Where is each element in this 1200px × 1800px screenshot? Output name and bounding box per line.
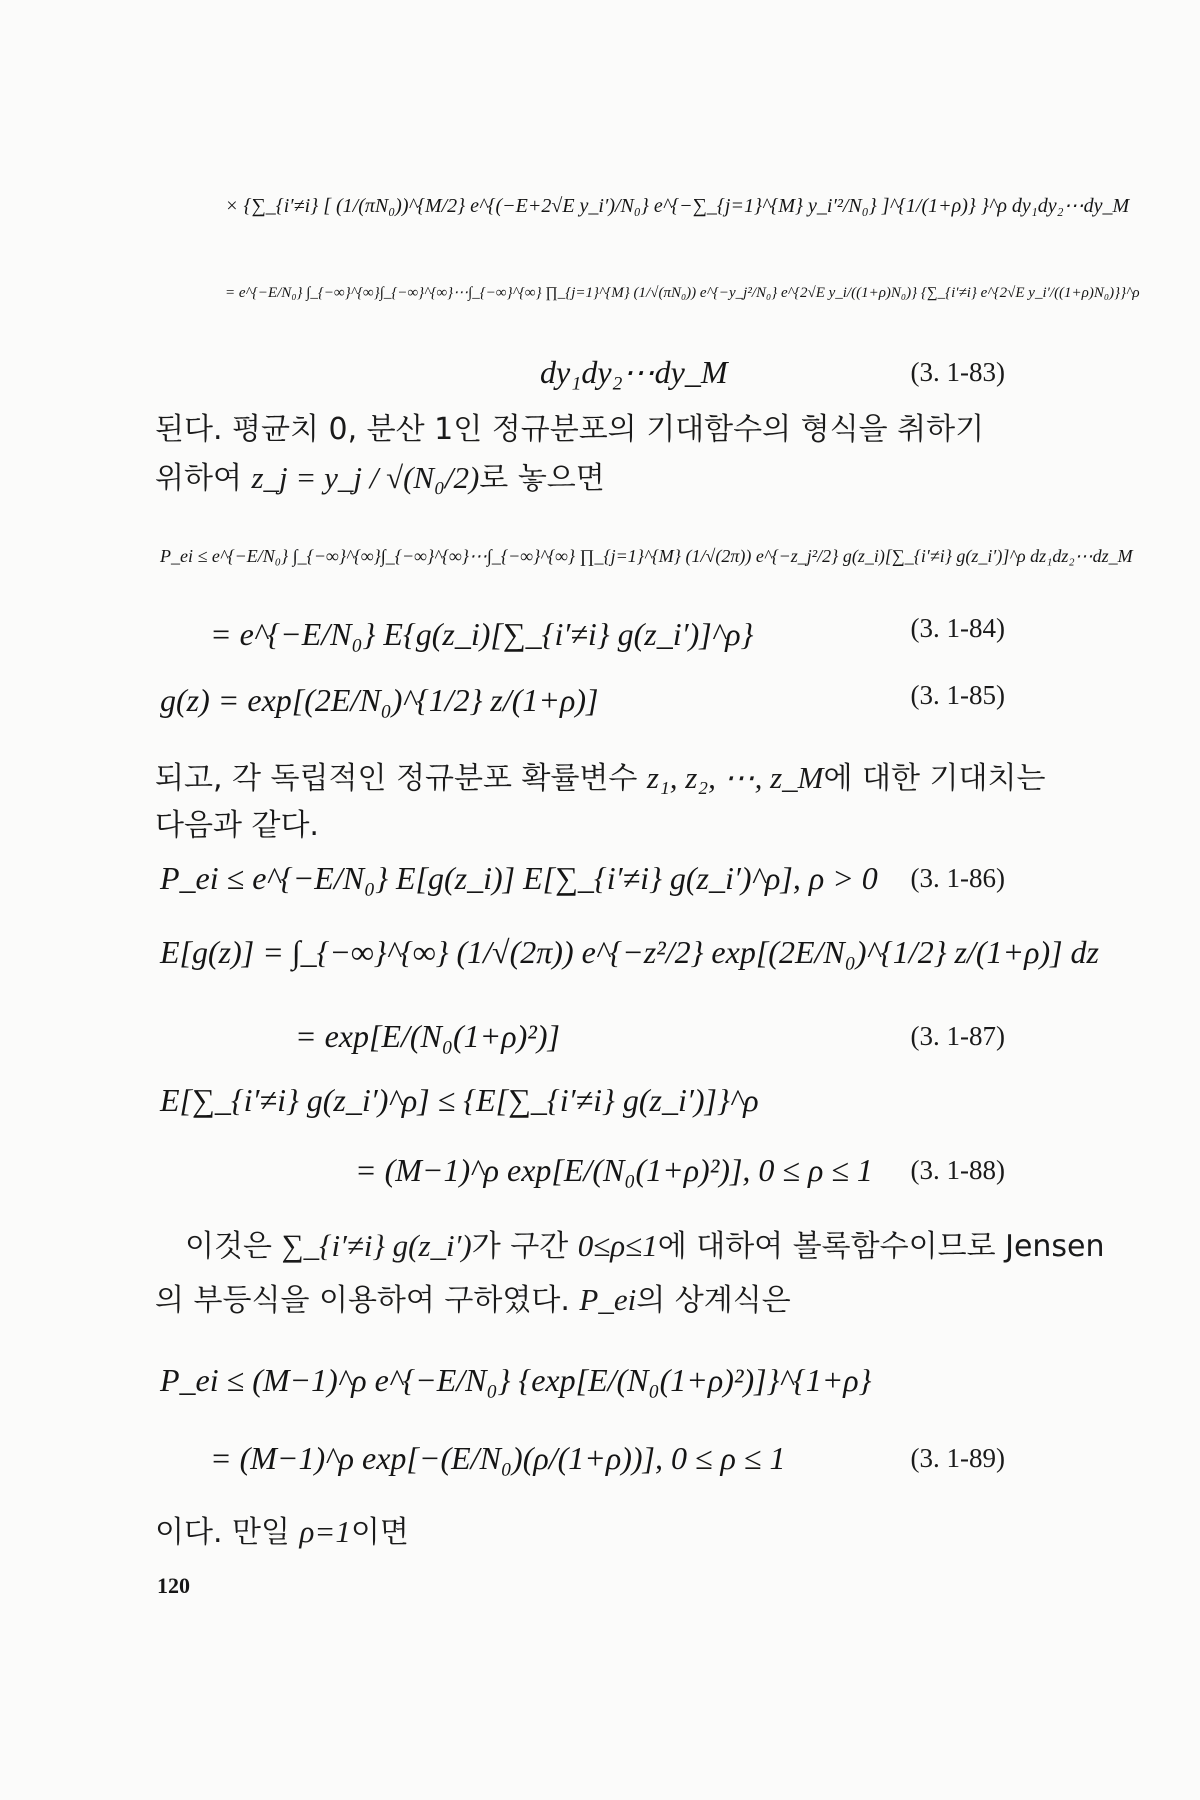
equation-3-1-87-line-2: = exp[E/(N₀(1+ρ)²)] [295,1018,560,1054]
paragraph-3-line-2 [155,1280,1025,1321]
paragraph-3-text-2: 가 구간 [471,1229,578,1264]
equation-3-1-87-line-1: E[g(z)] = ∫_{−∞}^{∞} (1/√(2π)) e^{−z²/2} exp[(2E/N₀)^{1/2} z/(1+ρ)] dz [160,934,1099,970]
paragraph-1-text-end: 로 놓으면 [479,461,605,496]
random-variables: z₁, z₂, ⋯, z_M [646,760,824,795]
paragraph-3-text-3: 에 대하여 볼록함수이므로 Jensen [657,1229,1105,1264]
paragraph-4 [155,1512,1025,1553]
paragraph-4-text: 이다. 만일 [155,1515,300,1550]
equation-3-1-89-line-2: = (M−1)^ρ exp[−(E/N₀)(ρ/(1+ρ))], 0 ≤ ρ ≤ 1 [210,1440,786,1476]
sum-expression: ∑_{i′≠i} g(z_i′) [281,1228,472,1263]
equation-number-3-1-85: (3. 1-85) [910,680,1005,710]
rho-condition: ρ=1 [299,1514,351,1549]
equation-number-3-1-83: (3. 1-83) [910,357,1005,387]
equation-number-3-1-88: (3. 1-88) [910,1155,1005,1185]
equation-3-1-86: P_ei ≤ e^{−E/N₀} E[g(z_i)] E[∑_{i′≠i} g(z_i′)^ρ], ρ > 0 [160,860,878,896]
page-number: 120 [157,1573,190,1598]
paragraph-2-text-end: 에 대한 기대치는 [823,761,1046,796]
substitution-formula: z_j = y_j / √(N₀/2) [251,460,480,495]
equation-3-1-83-line-3: dy₁dy₂⋯dy_M [540,354,728,390]
interval-expression: 0≤ρ≤1 [577,1228,658,1263]
equation-number-3-1-87: (3. 1-87) [910,1021,1005,1051]
equation-3-1-84-line-2: = e^{−E/N₀} E{g(z_i)[∑_{i′≠i} g(z_i′)]^ρ} [210,616,754,652]
paragraph-4-text-end: 이면 [350,1515,409,1550]
paragraph-2-text: 되고, 각 독립적인 정규분포 확률변수 [155,761,647,796]
equation-3-1-88-line-2: = (M−1)^ρ exp[E/(N₀(1+ρ)²)], 0 ≤ ρ ≤ 1 [355,1152,873,1188]
paragraph-3-line-1 [185,1226,1105,1267]
equation-3-1-88-line-1: E[∑_{i′≠i} g(z_i′)^ρ] ≤ {E[∑_{i′≠i} g(z_i′)]}^ρ [160,1082,759,1118]
equation-number-3-1-89: (3. 1-89) [910,1443,1005,1473]
error-probability-symbol: P_ei [579,1282,637,1317]
paragraph-3-text: 이것은 [185,1229,282,1264]
equation-3-1-83-line-1: × {∑_{i′≠i} [ (1/(πN₀))^{M/2} e^{(−E+2√E y_i′)/N₀} e^{−∑_{j=1}^{M} y_i′²/N₀} ]^{1/(1+ρ)} }^ρ dy₁dy₂⋯dy_M [225,195,1130,217]
equation-number-3-1-84: (3. 1-84) [910,613,1005,643]
paragraph-1-line-2 [155,458,1025,499]
equation-3-1-89-line-1: P_ei ≤ (M−1)^ρ e^{−E/N₀} {exp[E/(N₀(1+ρ)²)]}^{1+ρ} [160,1362,872,1398]
paragraph-2-line-1 [155,758,1046,799]
paragraph-2-line-2: 다음과 같다. [155,808,319,843]
equation-number-3-1-86: (3. 1-86) [910,863,1005,893]
equation-3-1-85: g(z) = exp[(2E/N₀)^{1/2} z/(1+ρ)] [160,682,599,718]
paragraph-3-text-5: 의 상계식은 [636,1283,791,1318]
paragraph-1-text: 위하여 [155,461,252,496]
paragraph-3-text-4: 의 부등식을 이용하여 구하였다. [155,1283,580,1318]
paragraph-1-line-1: 된다. 평균치 0, 분산 1인 정규분포의 기대함수의 형식을 취하기 [155,412,985,447]
equation-3-1-83-line-2: = e^{−E/N₀} ∫_{−∞}^{∞}∫_{−∞}^{∞}⋯∫_{−∞}^{∞} ∏_{j=1}^{M} (1/√(πN₀)) e^{−y_j²/N₀} e^{2√E y_i/((1+ρ)N₀)} {∑_{i′≠i} e^{2√E y_i′/((1+ρ)N₀)}}^ρ [225,285,1140,301]
equation-3-1-84-line-1: P_ei ≤ e^{−E/N₀} ∫_{−∞}^{∞}∫_{−∞}^{∞}⋯∫_{−∞}^{∞} ∏_{j=1}^{M} (1/√(2π)) e^{−z_j²/2} g(z_i)[∑_{i′≠i} g(z_i′)]^ρ dz₁dz₂⋯dz_M [160,546,1133,566]
